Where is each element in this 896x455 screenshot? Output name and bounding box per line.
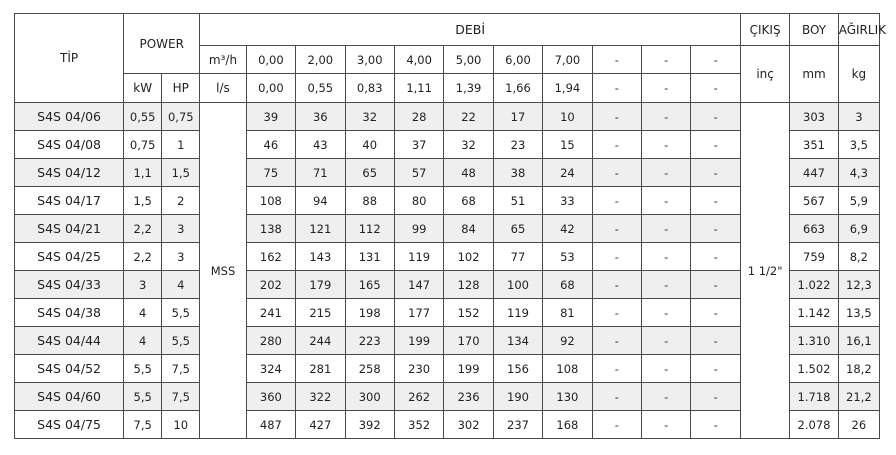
- length-value: 663: [790, 215, 838, 243]
- head-value: -: [691, 243, 740, 271]
- head-value: 51: [493, 187, 542, 215]
- length-value: 1.022: [790, 271, 838, 299]
- head-value: 199: [444, 355, 493, 383]
- head-value: 199: [394, 327, 443, 355]
- kw-value: 0,55: [124, 103, 162, 131]
- head-value: 262: [394, 383, 443, 411]
- length-value: 2.078: [790, 411, 838, 439]
- model-name: S4S 04/06: [15, 103, 124, 131]
- head-value: 179: [296, 271, 345, 299]
- hp-value: 1,5: [162, 159, 200, 187]
- head-value: 258: [345, 355, 394, 383]
- head-value: -: [642, 411, 691, 439]
- head-value: -: [642, 215, 691, 243]
- cikis-header: ÇIKIŞ: [740, 14, 789, 46]
- head-value: -: [691, 271, 740, 299]
- model-name: S4S 04/21: [15, 215, 124, 243]
- flow-ls-value: -: [642, 74, 691, 103]
- flow-m3h-value: 3,00: [345, 46, 394, 74]
- length-value: 351: [790, 131, 838, 159]
- kw-value: 5,5: [124, 383, 162, 411]
- mss-label: MSS: [200, 103, 246, 439]
- flow-ls-value: -: [592, 74, 641, 103]
- head-value: 48: [444, 159, 493, 187]
- head-value: 112: [345, 215, 394, 243]
- head-value: 68: [543, 271, 592, 299]
- head-value: -: [592, 131, 641, 159]
- head-value: 71: [296, 159, 345, 187]
- weight-value: 21,2: [838, 383, 879, 411]
- head-value: -: [642, 327, 691, 355]
- model-name: S4S 04/44: [15, 327, 124, 355]
- flow-m3h-value: 0,00: [246, 46, 295, 74]
- head-value: 40: [345, 131, 394, 159]
- head-value: 80: [394, 187, 443, 215]
- hp-value: 10: [162, 411, 200, 439]
- flow-m3h-value: -: [592, 46, 641, 74]
- head-value: 322: [296, 383, 345, 411]
- flow-m3h-value: 7,00: [543, 46, 592, 74]
- head-value: 43: [296, 131, 345, 159]
- weight-value: 16,1: [838, 327, 879, 355]
- head-value: 156: [493, 355, 542, 383]
- head-value: 94: [296, 187, 345, 215]
- hp-value: 1: [162, 131, 200, 159]
- head-value: 198: [345, 299, 394, 327]
- head-value: -: [691, 131, 740, 159]
- kw-value: 2,2: [124, 215, 162, 243]
- kw-value: 0,75: [124, 131, 162, 159]
- flow-ls-value: 0,00: [246, 74, 295, 103]
- head-value: -: [592, 215, 641, 243]
- head-value: 88: [345, 187, 394, 215]
- kw-value: 1,1: [124, 159, 162, 187]
- head-value: 165: [345, 271, 394, 299]
- kw-value: 1,5: [124, 187, 162, 215]
- flow-ls-value: 0,55: [296, 74, 345, 103]
- head-value: 39: [246, 103, 295, 131]
- head-value: -: [592, 243, 641, 271]
- head-value: 65: [345, 159, 394, 187]
- head-value: 81: [543, 299, 592, 327]
- head-value: -: [642, 103, 691, 131]
- head-value: 427: [296, 411, 345, 439]
- head-value: 22: [444, 103, 493, 131]
- head-value: -: [642, 187, 691, 215]
- head-value: 119: [394, 243, 443, 271]
- head-value: 68: [444, 187, 493, 215]
- kw-value: 3: [124, 271, 162, 299]
- hp-value: 5,5: [162, 299, 200, 327]
- table-row: [15, 103, 880, 131]
- head-value: -: [642, 131, 691, 159]
- model-name: S4S 04/52: [15, 355, 124, 383]
- head-value: 84: [444, 215, 493, 243]
- power-header: POWER: [124, 14, 200, 74]
- kw-value: 2,2: [124, 243, 162, 271]
- length-value: 567: [790, 187, 838, 215]
- head-value: 324: [246, 355, 295, 383]
- length-value: 1.310: [790, 327, 838, 355]
- length-value: 1.142: [790, 299, 838, 327]
- head-value: 57: [394, 159, 443, 187]
- model-name: S4S 04/17: [15, 187, 124, 215]
- head-value: -: [592, 159, 641, 187]
- weight-value: 3: [838, 103, 879, 131]
- length-value: 447: [790, 159, 838, 187]
- head-value: 92: [543, 327, 592, 355]
- model-name: S4S 04/25: [15, 243, 124, 271]
- model-name: S4S 04/08: [15, 131, 124, 159]
- weight-value: 18,2: [838, 355, 879, 383]
- head-value: 15: [543, 131, 592, 159]
- head-value: -: [691, 299, 740, 327]
- head-value: 99: [394, 215, 443, 243]
- head-value: 134: [493, 327, 542, 355]
- head-value: 131: [345, 243, 394, 271]
- head-value: -: [592, 299, 641, 327]
- head-value: 46: [246, 131, 295, 159]
- flow-m3h-value: -: [691, 46, 740, 74]
- cikis-unit: inç: [740, 46, 789, 103]
- length-value: 303: [790, 103, 838, 131]
- weight-value: 13,5: [838, 299, 879, 327]
- model-name: S4S 04/75: [15, 411, 124, 439]
- kw-header: kW: [124, 74, 162, 103]
- head-value: -: [691, 327, 740, 355]
- kw-value: 4: [124, 327, 162, 355]
- head-value: 28: [394, 103, 443, 131]
- head-value: 17: [493, 103, 542, 131]
- head-value: 23: [493, 131, 542, 159]
- head-value: -: [691, 383, 740, 411]
- head-value: -: [642, 159, 691, 187]
- pump-spec-table: [14, 13, 886, 439]
- head-value: 392: [345, 411, 394, 439]
- weight-value: 12,3: [838, 271, 879, 299]
- head-value: -: [592, 383, 641, 411]
- head-value: 119: [493, 299, 542, 327]
- head-value: 244: [296, 327, 345, 355]
- head-value: 190: [493, 383, 542, 411]
- kw-value: 4: [124, 299, 162, 327]
- head-value: 10: [543, 103, 592, 131]
- head-value: 24: [543, 159, 592, 187]
- model-name: S4S 04/12: [15, 159, 124, 187]
- head-value: -: [691, 355, 740, 383]
- head-value: 281: [296, 355, 345, 383]
- head-value: 32: [444, 131, 493, 159]
- flow-ls-value: 1,11: [394, 74, 443, 103]
- hp-value: 3: [162, 215, 200, 243]
- agirlik-header: AĞIRLIK: [838, 14, 879, 46]
- head-value: 32: [345, 103, 394, 131]
- head-value: 237: [493, 411, 542, 439]
- hp-value: 5,5: [162, 327, 200, 355]
- head-value: 202: [246, 271, 295, 299]
- head-value: -: [642, 271, 691, 299]
- head-value: 487: [246, 411, 295, 439]
- head-value: 143: [296, 243, 345, 271]
- boy-header: BOY: [790, 14, 838, 46]
- weight-value: 8,2: [838, 243, 879, 271]
- kw-value: 5,5: [124, 355, 162, 383]
- weight-value: 26: [838, 411, 879, 439]
- head-value: 33: [543, 187, 592, 215]
- flow-unit-ls: l/s: [200, 74, 246, 103]
- head-value: 37: [394, 131, 443, 159]
- spec-table-container: [14, 13, 886, 439]
- head-value: -: [642, 299, 691, 327]
- model-name: S4S 04/38: [15, 299, 124, 327]
- head-value: 75: [246, 159, 295, 187]
- debi-header: DEBİ: [200, 14, 741, 46]
- head-value: 65: [493, 215, 542, 243]
- hp-header: HP: [162, 74, 200, 103]
- head-value: 302: [444, 411, 493, 439]
- hp-value: 7,5: [162, 383, 200, 411]
- length-value: 1.502: [790, 355, 838, 383]
- head-value: 300: [345, 383, 394, 411]
- weight-value: 3,5: [838, 131, 879, 159]
- flow-m3h-value: 4,00: [394, 46, 443, 74]
- head-value: 108: [246, 187, 295, 215]
- head-value: 130: [543, 383, 592, 411]
- length-value: 759: [790, 243, 838, 271]
- head-value: 360: [246, 383, 295, 411]
- head-value: 100: [493, 271, 542, 299]
- head-value: -: [642, 355, 691, 383]
- weight-value: 4,3: [838, 159, 879, 187]
- tip-header: TİP: [15, 14, 124, 103]
- flow-m3h-value: 2,00: [296, 46, 345, 74]
- head-value: 177: [394, 299, 443, 327]
- model-name: S4S 04/33: [15, 271, 124, 299]
- flow-m3h-value: 5,00: [444, 46, 493, 74]
- length-value: 1.718: [790, 383, 838, 411]
- weight-value: 5,9: [838, 187, 879, 215]
- head-value: 168: [543, 411, 592, 439]
- flow-m3h-value: 6,00: [493, 46, 542, 74]
- flow-ls-value: 0,83: [345, 74, 394, 103]
- boy-unit: mm: [790, 46, 838, 103]
- head-value: -: [592, 411, 641, 439]
- head-value: 280: [246, 327, 295, 355]
- hp-value: 4: [162, 271, 200, 299]
- weight-value: 6,9: [838, 215, 879, 243]
- head-value: 223: [345, 327, 394, 355]
- head-value: -: [691, 187, 740, 215]
- head-value: 38: [493, 159, 542, 187]
- head-value: 77: [493, 243, 542, 271]
- hp-value: 7,5: [162, 355, 200, 383]
- head-value: 108: [543, 355, 592, 383]
- flow-ls-value: 1,94: [543, 74, 592, 103]
- hp-value: 0,75: [162, 103, 200, 131]
- head-value: -: [691, 215, 740, 243]
- head-value: 128: [444, 271, 493, 299]
- head-value: 36: [296, 103, 345, 131]
- flow-ls-value: 1,39: [444, 74, 493, 103]
- head-value: -: [592, 103, 641, 131]
- head-value: 236: [444, 383, 493, 411]
- model-name: S4S 04/60: [15, 383, 124, 411]
- head-value: -: [592, 187, 641, 215]
- flow-unit-m3h: m³/h: [200, 46, 246, 74]
- head-value: 138: [246, 215, 295, 243]
- head-value: 102: [444, 243, 493, 271]
- outlet-size: 1 1/2": [740, 103, 789, 439]
- flow-m3h-value: -: [642, 46, 691, 74]
- flow-ls-value: -: [691, 74, 740, 103]
- head-value: -: [691, 103, 740, 131]
- head-value: 241: [246, 299, 295, 327]
- head-value: 152: [444, 299, 493, 327]
- head-value: -: [592, 355, 641, 383]
- head-value: -: [592, 271, 641, 299]
- kw-value: 7,5: [124, 411, 162, 439]
- head-value: -: [592, 327, 641, 355]
- head-value: -: [642, 243, 691, 271]
- hp-value: 2: [162, 187, 200, 215]
- head-value: 121: [296, 215, 345, 243]
- head-value: -: [691, 411, 740, 439]
- head-value: 352: [394, 411, 443, 439]
- head-value: 215: [296, 299, 345, 327]
- head-value: -: [642, 383, 691, 411]
- flow-ls-value: 1,66: [493, 74, 542, 103]
- head-value: 53: [543, 243, 592, 271]
- header-row-top: [15, 14, 880, 46]
- hp-value: 3: [162, 243, 200, 271]
- head-value: 147: [394, 271, 443, 299]
- agirlik-unit: kg: [838, 46, 879, 103]
- head-value: 230: [394, 355, 443, 383]
- head-value: -: [691, 159, 740, 187]
- head-value: 162: [246, 243, 295, 271]
- head-value: 42: [543, 215, 592, 243]
- head-value: 170: [444, 327, 493, 355]
